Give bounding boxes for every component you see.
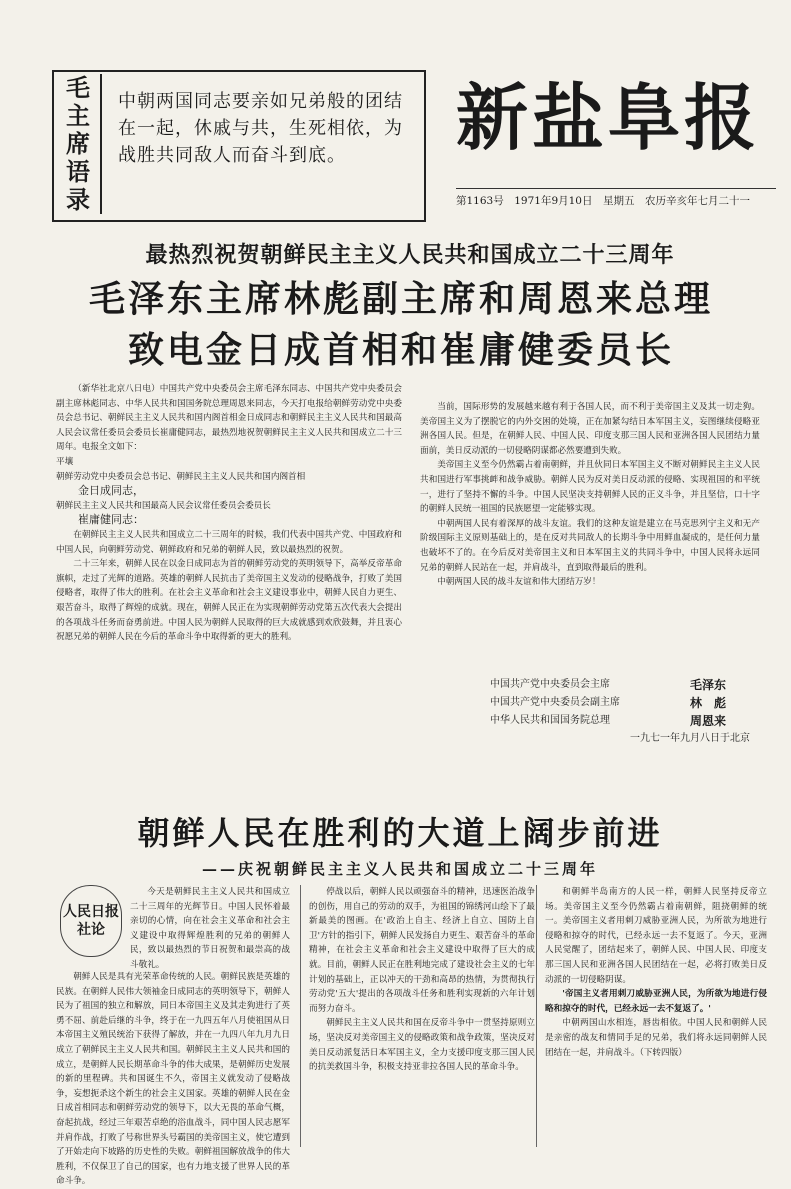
paragraph: 中朝两国人民的战斗友谊和伟大团结万岁！ bbox=[437, 577, 601, 588]
paragraph: 停战以后，朝鲜人民以顽强奋斗的精神，迅速医治战争的创伤，用自己的劳动的双手，为祖国的锦绣河山绘下了最新最美的图画。在'政治上自主、经济上自立、国防上自卫'方针的指引下，朝鲜人民发扬自力更生、艰苦奋斗的革命精神，在社会主义革命和社会主义建设中取得了巨大的成就。目前，朝鲜人民正在胜利地完成了建设社会主义的七年计划的基础上，正以冲天的干劲和高昂的热情，为贯彻执行劳动党'五大'提出的各项战斗任务和胜利实现新的六年计划而努力奋斗。 bbox=[309, 887, 535, 1014]
quotation-text: 中朝两国同志要亲如兄弟般的团结在一起，休戚与共，生死相依，为战胜共同敌人而奋斗到底。 bbox=[118, 91, 403, 166]
paragraph: 朝鲜人民是具有光荣革命传统的人民。朝鲜民族是英雄的民族。在朝鲜人民伟大领袖金日成同志的英明领导下，朝鲜人民为了祖国的独立和解放，同日本帝国主义及其走狗进行了英勇不屈、前赴后继的斗争，终于在一九四五年八月使祖国从日本帝国主义殖民统治下获得了解放，并在一九四八年九月九日成立了朝鲜民主主义人民共和国。朝鲜民主主义人民共和国的成立，是朝鲜人民长期革命斗争的伟大成果，是朝鲜历史发展的新的里程碑。共和国诞生不久，帝国主义就发动了侵略战争，妄想扼杀这个新生的社会主义国家。英雄的朝鲜人民在金日成首相同志和朝鲜劳动党的领导下，以大无畏的革命气概，奋起抗战，经过三年艰苦卓绝的浴血战斗，同中国人民志愿军并肩作战，打败了号称世界头号霸国的美帝国主义，使它遭到了开始走向下坡路的历史性的失败。朝鲜祖国解放战争的伟大胜利，不仅保卫了自己的国家，也有力地支援了世界人民的革命斗争。 bbox=[56, 972, 290, 1187]
signature-title: 中国共产党中央委员会主席 bbox=[490, 679, 610, 690]
signature-name: 周恩来 bbox=[690, 714, 727, 728]
editorial-column-2 bbox=[300, 885, 535, 1147]
telegram-address: 朝鲜民主主义人民共和国最高人民会议常任委员会委员长 bbox=[56, 500, 271, 511]
headline-2-subtitle: ——庆祝朝鲜民主主义人民共和国成立二十三周年 bbox=[201, 860, 598, 878]
editorial-column-1 bbox=[56, 970, 290, 1187]
headline-super: 最热烈祝贺朝鲜民主主义人民共和国成立二十三周年 bbox=[145, 243, 675, 268]
editorial-column-3 bbox=[536, 885, 767, 1147]
issue-dateline: 第1163号 1971年9月10日 星期五 农历辛亥年七月二十一 bbox=[456, 188, 776, 208]
editorial-intro bbox=[130, 885, 290, 970]
telegram-address: 朝鲜劳动党中央委员会总书记、朝鲜民主主义人民共和国内阁首相 bbox=[56, 471, 306, 482]
salutation: 崔庸健同志： bbox=[78, 513, 144, 527]
bold-quote: '帝国主义者用刺刀威胁亚洲人民，为所欲为地进行侵略和掠夺的时代，已经永远一去不复返了。' bbox=[545, 989, 767, 1014]
signature-name: 林 彪 bbox=[690, 696, 727, 710]
salutation: 金日成同志， bbox=[78, 484, 144, 498]
article-left-column bbox=[56, 382, 402, 772]
paragraph: 中朝两国人民有着深厚的战斗友谊。我们的这种友谊是建立在马克思列宁主义和无产阶级国际主义原则基础上的，是在反对共同敌人的长期斗争中用鲜血凝成的，是任何力量也破坏不了的。在今后反对美帝国主义和日本军国主义的共同斗争中，中国人民将永远同兄弟的朝鲜人民站在一起，并肩战斗，直到取得最后的胜利。 bbox=[420, 518, 760, 573]
signature-row bbox=[490, 694, 760, 712]
editorial-badge bbox=[60, 885, 122, 957]
headline-line-2: 致电金日成首相和崔庸健委员长 bbox=[127, 330, 674, 371]
editorial-label: 社论 bbox=[77, 922, 105, 938]
newspaper-title: 新盐阜报 bbox=[456, 76, 761, 160]
article-right-column bbox=[420, 400, 760, 672]
signature-block bbox=[490, 676, 760, 748]
signature-title: 中华人民共和国国务院总理 bbox=[490, 715, 610, 726]
headline-line-1: 毛泽东主席林彪副主席和周恩来总理 bbox=[88, 279, 713, 320]
signature-row bbox=[490, 676, 760, 694]
telegram-to: 平壤 bbox=[56, 456, 74, 467]
editorial-source: 人民日报 bbox=[63, 904, 119, 920]
paragraph: 中朝两国山水相连，唇齿相依。中国人民和朝鲜人民是亲密的战友和情同手足的兄弟，我们将永远同朝鲜人民团结在一起，并肩战斗。（下转四版） bbox=[545, 1018, 767, 1058]
signature-row bbox=[490, 712, 760, 730]
paragraph: 今天是朝鲜民主主义人民共和国成立二十三周年的光辉节日。中国人民怀着最亲切的心情，向在社会主义革命和社会主义建设中取得辉煌胜利的兄弟的朝鲜人民，致以最热烈的节日祝贺和最崇高的战斗敬礼。 bbox=[130, 887, 290, 970]
signature-name: 毛泽东 bbox=[690, 678, 727, 692]
quotation-label bbox=[56, 74, 102, 214]
quotation-label-char: 主 bbox=[66, 102, 90, 130]
paragraph: 当前，国际形势的发展越来越有利于各国人民，而不利于美帝国主义及其一切走狗。美帝国主义为了摆脱它的内外交困的处境，正在加紧勾结日本军国主义，妄图继续侵略亚洲各国人民。但是，在朝鲜人民、中国人民、印度支那三国人民和亚洲各国人民团结力量面前，美日反动派的一切侵略阴谋都必然要遭到失败。 bbox=[420, 402, 760, 456]
quotation-label-char: 录 bbox=[66, 186, 90, 214]
article-lead: （新华社北京八日电）中国共产党中央委员会主席毛泽东同志、中国共产党中央委员会副主席林彪同志、中华人民共和国国务院总理周恩来同志，今天打电报给朝鲜劳动党中央委员会总书记、朝鲜民主主义人民共和国内阁首相金日成同志和朝鲜民主主义人民共和国最高人民会议常任委员会委员长崔庸健同志，最热烈地祝贺朝鲜民主主义人民共和国成立二十三周年。电报全文如下： bbox=[56, 384, 402, 453]
paragraph: 在朝鲜民主主义人民共和国成立二十三周年的时候，我们代表中国共产党、中国政府和中国人民，向朝鲜劳动党、朝鲜政府和兄弟的朝鲜人民，致以最热烈的祝贺。 bbox=[56, 529, 402, 555]
signature-date: 一九七一年九月八日于北京 bbox=[630, 733, 750, 744]
paragraph: 和朝鲜半岛南方的人民一样，朝鲜人民坚持反帝立场。美帝国主义至今仍然霸占着南朝鲜，阻挠朝鲜的统一。美帝国主义者用刺刀威胁亚洲人民，为所欲为地进行侵略和掠夺的时代，已经永远一去不复返了。今天，亚洲人民觉醒了，团结起来了，朝鲜人民、中国人民、印度支那三国人民和亚洲各国人民团结在一起，必将打败美日反动派的一切侵略阴谋。 bbox=[545, 887, 767, 985]
paragraph: 朝鲜民主主义人民共和国在反帝斗争中一贯坚持原则立场，坚决反对美帝国主义的侵略政策和战争政策，坚决反对美日反动派复活日本军国主义，全力支援印度支那三国人民的抗美救国斗争，积极支持亚非拉各国人民的革命斗争。 bbox=[309, 1018, 535, 1073]
signature-title: 中国共产党中央委员会副主席 bbox=[490, 697, 620, 708]
paragraph: 美帝国主义至今仍然霸占着南朝鲜，并且伙同日本军国主义不断对朝鲜民主主义人民共和国进行军事挑衅和战争威胁。朝鲜人民为反对美日反动派的侵略、实现祖国的和平统一，进行了坚持不懈的斗争。中国人民坚决支持朝鲜人民的正义斗争，并且坚信，口十字的朝鲜人民统一祖国的民族愿望一定能够实现。 bbox=[420, 460, 760, 515]
paragraph: 二十三年来，朝鲜人民在以金日成同志为首的朝鲜劳动党的英明领导下，高举反帝革命旗帜，走过了光辉的道路。英雄的朝鲜人民抗击了美帝国主义发动的侵略战争，打败了美国侵略者，取得了伟大的胜利。在社会主义革命和社会主义建设事业中，朝鲜人民自力更生、艰苦奋斗，取得了辉煌的成就。现在，朝鲜人民正在为实现朝鲜劳动党第五次代表大会提出的各项战斗任务而奋勇前进。中国人民为朝鲜人民取得的巨大成就感到欢欣鼓舞，并且衷心祝愿兄弟的朝鲜人民在今后的革命斗争中取得新的更大的胜利。 bbox=[56, 559, 402, 643]
quotation-label-char: 毛 bbox=[66, 74, 90, 102]
quotation-label-char: 席 bbox=[66, 130, 90, 158]
headline-2: 朝鲜人民在胜利的大道上阔步前进 bbox=[137, 814, 663, 852]
quotation-label-char: 语 bbox=[66, 158, 90, 186]
